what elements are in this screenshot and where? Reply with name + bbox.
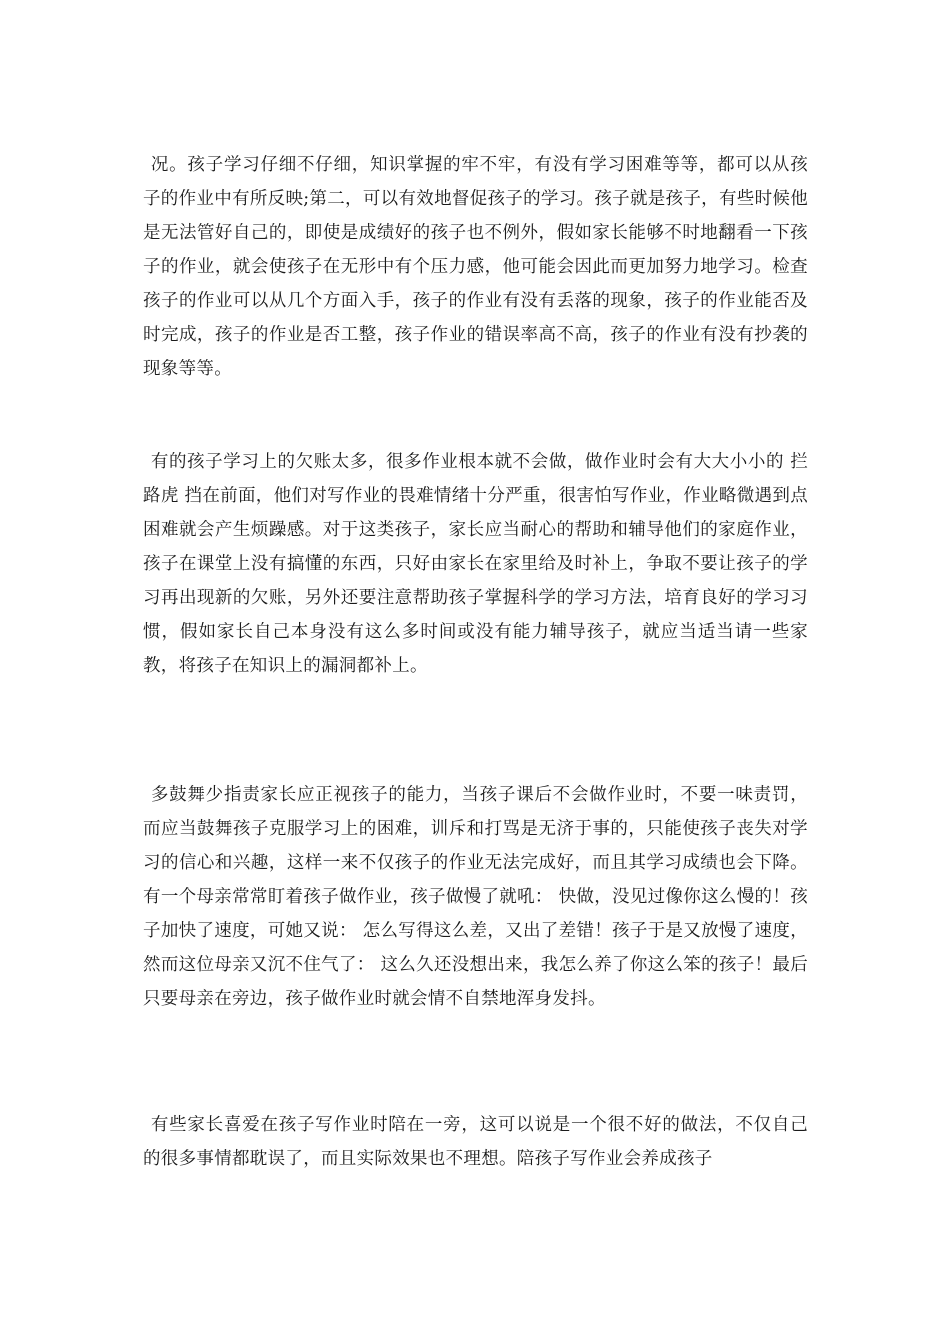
paragraph-learning-debt: 有的孩子学习上的欠账太多，很多作业根本就不会做，做作业时会有大大小小的 拦路虎 挡在前面，他们对写作业的畏难情绪十分严重，很害怕写作业，作业略微遇到点困难就会产生烦躁感。对于这类孩子，家长应当耐心的帮助和辅导他们的家庭作业，孩子在课堂上没有搞懂的东西，只好由家长在家里给及时补上，争取不要让孩子的学习再出现新的欠账，另外还要注意帮助孩子掌握科学的学习方法，培育良好的学习习惯，假如家长自己本身没有这么多时间或没有能力辅导孩子，就应当适当请一些家教，将孩子在知识上的漏洞都补上。 (143, 452, 808, 676)
paragraph-accompany-homework: 有些家长喜爱在孩子写作业时陪在一旁，这可以说是一个很不好的做法，不仅自己的很多事情都耽误了，而且实际效果也不理想。陪孩子写作业会养成孩子 (143, 1115, 808, 1169)
paragraph-encourage-not-blame: 多鼓舞少指责家长应正视孩子的能力，当孩子课后不会做作业时，不要一味责罚，而应当鼓舞孩子克服学习上的困难，训斥和打骂是无济于事的，只能使孩子丧失对学习的信心和兴趣，这样一来不仅孩子的作业无法完成好，而且其学习成绩也会下降。有一个母亲常常盯着孩子做作业，孩子做慢了就吼： 快做，没见过像你这么慢的！孩子加快了速度，可她又说： 怎么写得这么差，又出了差错！孩子于是又放慢了速度，然而这位母亲又沉不住气了： 这么久还没想出来，我怎么养了你这么笨的孩子！最后只要母亲在旁边，孩子做作业时就会情不自禁地浑身发抖。 (143, 785, 808, 1009)
paragraph-homework-check: 况。孩子学习仔细不仔细，知识掌握的牢不牢，有没有学习困难等等，都可以从孩子的作业中有所反映;第二，可以有效地督促孩子的学习。孩子就是孩子，有些时候他是无法管好自己的，即使是成绩好的孩子也不例外，假如家长能够不时地翻看一下孩子的作业，就会使孩子在无形中有个压力感，他可能会因此而更加努力地学习。检查孩子的作业可以从几个方面入手，孩子的作业有没有丢落的现象，孩子的作业能否及时完成，孩子的作业是否工整，孩子作业的错误率高不高，孩子的作业有没有抄袭的现象等等。 (143, 155, 808, 379)
